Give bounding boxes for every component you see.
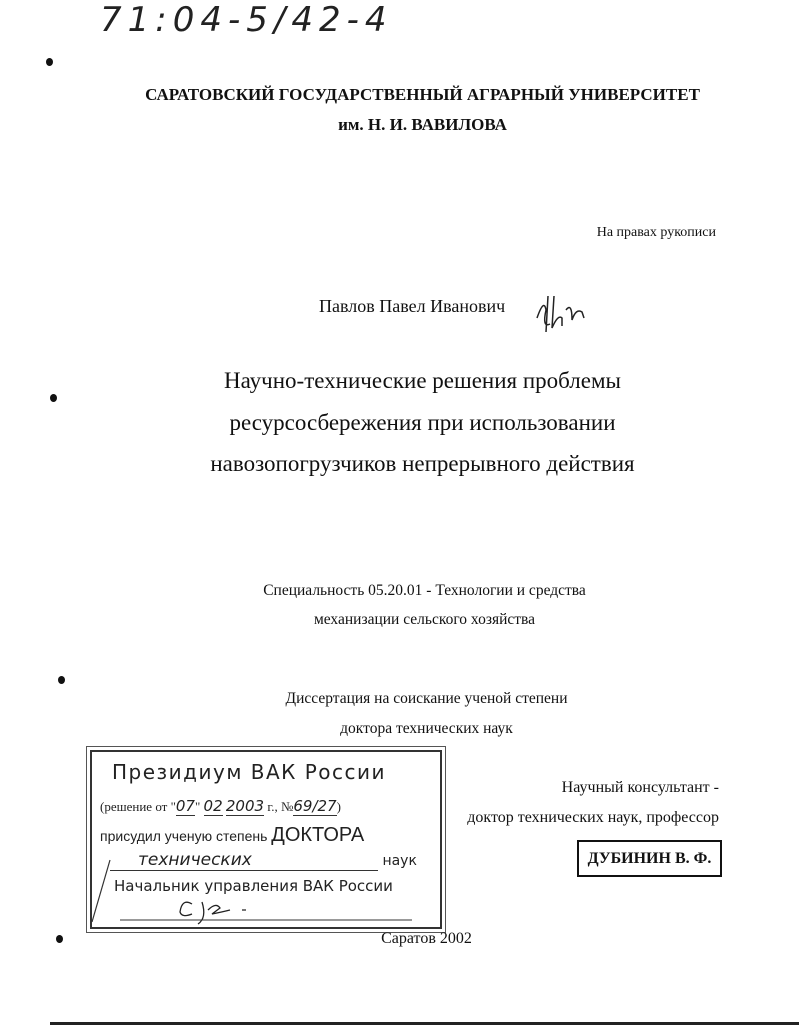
dissertation-line: доктора технических наук bbox=[340, 720, 513, 737]
university-name: САРАТОВСКИЙ ГОСУДАРСТВЕННЫЙ АГРАРНЫЙ УНИВЕРСИТЕТ bbox=[145, 85, 700, 104]
university-subtitle: им. Н. И. ВАВИЛОВА bbox=[338, 115, 507, 134]
stamp-month: 02 bbox=[203, 797, 223, 815]
bottom-edge bbox=[50, 1022, 799, 1025]
author-name: Павлов Павел Иванович bbox=[319, 296, 506, 316]
stamp-number: 69/27 bbox=[293, 797, 337, 815]
author-signature bbox=[532, 288, 592, 336]
consultant-label: Научный консультант - bbox=[561, 779, 719, 796]
specialty-line: Специальность 05.20.01 - Технологии и средства bbox=[263, 582, 586, 599]
stamp-chief: Начальник управления ВАК России bbox=[114, 877, 393, 895]
title-line: ресурсосбережения при использовании bbox=[229, 410, 616, 435]
punch-mark bbox=[50, 394, 57, 402]
stamp-degree: ДОКТОРА bbox=[271, 824, 365, 846]
punch-mark bbox=[46, 58, 53, 66]
title-line: Научно-технические решения проблемы bbox=[224, 368, 621, 393]
title-line: навозопогрузчиков непрерывного действия bbox=[210, 451, 635, 476]
stamp-year-suffix: г., № bbox=[264, 799, 294, 814]
stamp-day: 07 bbox=[175, 797, 195, 815]
stamp-close: ) bbox=[336, 799, 341, 814]
stamp-year: 2003 bbox=[225, 797, 265, 815]
stamp-field: технических bbox=[110, 850, 378, 871]
dissertation-line: Диссертация на соискание ученой степени bbox=[285, 690, 568, 707]
stamp-field-suffix: наук bbox=[382, 853, 417, 869]
specialty-line: механизации сельского хозяйства bbox=[313, 611, 536, 628]
stamp-stroke bbox=[88, 856, 118, 926]
punch-mark bbox=[58, 676, 65, 684]
stamp-signature bbox=[112, 892, 412, 926]
stamp-title: Президиум ВАК России bbox=[112, 760, 387, 784]
rights-note: На правах рукописи bbox=[596, 225, 716, 240]
archive-number: 71:04-5/42-4 bbox=[100, 0, 393, 40]
consultant-degree: доктор технических наук, профессор bbox=[467, 809, 719, 826]
stamp-decision-prefix: (решение от " bbox=[100, 799, 176, 814]
consultant-name: ДУБИНИН В. Ф. bbox=[577, 840, 722, 877]
vak-stamp: Президиум ВАК России (решение от "07" 02 2003 г., №69/27) присудил ученую степень ДОКТОРА технических наук Начальник управления ВАК России bbox=[90, 750, 442, 929]
stamp-awarded: присудил ученую степень bbox=[100, 828, 268, 844]
city-year: Саратов 2002 bbox=[381, 930, 472, 947]
